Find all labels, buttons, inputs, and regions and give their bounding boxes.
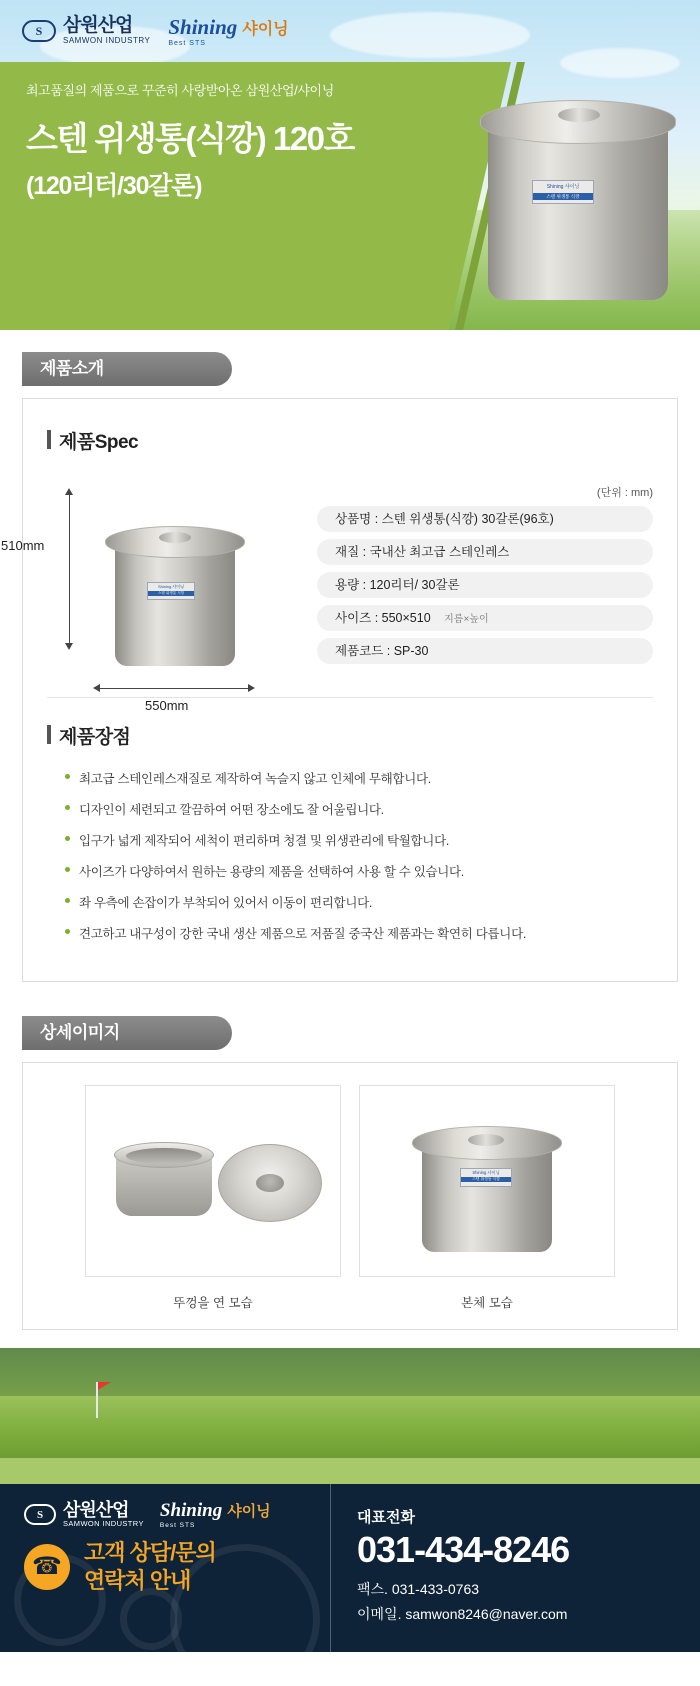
footer-contact-text	[84, 1539, 216, 1594]
shining-logo-ko: 샤이닝	[242, 21, 289, 38]
spec-wrapper	[1, 476, 653, 713]
shining-logo-en: Shining	[168, 15, 238, 39]
samwon-logo-icon: S	[24, 1504, 56, 1525]
footer-shining-sub: Best STS	[159, 1522, 196, 1529]
list-item: 최고급 스테인레스재질로 제작하여 녹슬지 않고 인체에 무해합니다.	[65, 769, 653, 787]
height-dimension-label: 510mm	[1, 538, 45, 553]
spec-bucket-knob	[159, 532, 191, 543]
spec-row	[317, 638, 653, 664]
detail-cell-body	[359, 1085, 615, 1311]
green-strip-divider	[0, 1458, 700, 1484]
footer-samwon-logo	[24, 1501, 144, 1528]
spec-label-line2: 스텐 위생통 식깡	[148, 591, 194, 596]
width-dimension-line	[99, 688, 249, 689]
hero-product-image	[480, 84, 676, 308]
detached-lid-knob	[256, 1174, 284, 1192]
detail-caption: 뚜껑을 연 모습	[173, 1296, 253, 1310]
spec-table	[317, 476, 653, 671]
detail-image-body	[359, 1085, 615, 1277]
footer-contact-line1: 고객 상담/문의	[84, 1540, 216, 1565]
open-bucket-interior	[126, 1148, 202, 1164]
golf-flag-icon	[96, 1382, 98, 1418]
bucket-label-line2: 스텐 위생통 식깡	[533, 193, 593, 200]
footer-left-block	[0, 1484, 330, 1652]
footer-shining-logo	[160, 1500, 271, 1529]
footer-contact-row	[24, 1539, 330, 1594]
closed-label-line1: Shining 샤이닝	[472, 1170, 500, 1175]
samwon-logo	[22, 16, 150, 46]
footer-tel-label: 대표전화	[357, 1509, 415, 1526]
spec-row-text: 상품명 : 스텐 위생통(식깡) 30갈론(96호)	[335, 512, 554, 526]
hero-title: 스텐 위생통(식깡) 120호	[26, 120, 354, 157]
list-item: 좌 우측에 손잡이가 부착되어 있어서 이동이 편리합니다.	[65, 893, 653, 911]
spec-row-text: 사이즈 : 550×510	[335, 611, 431, 625]
detail-caption: 본체 모습	[461, 1296, 513, 1310]
closed-bucket-body	[422, 1144, 552, 1252]
spec-product-image	[105, 510, 245, 670]
detail-cell-open-lid	[85, 1085, 341, 1311]
bucket-lid	[480, 100, 676, 144]
footer-email[interactable]: 이메일. samwon8246@naver.com	[357, 1606, 568, 1622]
spec-row-text: 제품코드 : SP-30	[335, 644, 429, 658]
closed-label-line2: 스텐 위생통 식깡	[461, 1177, 511, 1182]
closed-bucket-brand-label	[460, 1168, 512, 1187]
spec-row	[317, 506, 653, 532]
footer-section	[0, 1484, 700, 1652]
header-logo-bar	[0, 0, 700, 62]
spec-diagram	[1, 476, 317, 713]
spec-row-text: 재질 : 국내산 최고급 스테인레스	[335, 545, 510, 559]
width-dimension-label: 550mm	[145, 698, 189, 713]
hero-subtitle: 최고품질의 제품으로 꾸준히 사랑받아온 삼원산업/샤이닝	[26, 83, 334, 98]
scenery-decoration	[0, 1348, 700, 1458]
list-item: 입구가 넓게 제작되어 세척이 편리하며 청결 및 위생관리에 탁월합니다.	[65, 831, 653, 849]
hero-section	[0, 0, 700, 330]
section-heading-intro: 제품소개	[22, 352, 232, 386]
footer-tel-number[interactable]: 031-434-8246	[357, 1529, 570, 1570]
list-item: 디자인이 세련되고 깔끔하여 어떤 장소에도 잘 어울립니다.	[65, 800, 653, 818]
list-item: 견고하고 내구성이 강한 국내 생산 제품으로 저품질 중국산 제품과는 확연히 다릅니다.	[65, 924, 653, 942]
samwon-logo-ko: 삼원산업	[63, 14, 133, 36]
advantage-subheading: 제품장점	[47, 722, 653, 749]
spec-bucket-brand-label	[147, 582, 195, 600]
height-dimension-line	[69, 494, 70, 644]
samwon-logo-en: SAMWON INDUSTRY	[63, 35, 151, 45]
samwon-logo-icon: S	[22, 20, 56, 42]
footer-shining-en: Shining	[159, 1500, 223, 1521]
list-item: 사이즈가 다양하여서 원하는 용량의 제품을 선택하여 사용 할 수 있습니다.	[65, 862, 653, 880]
spec-row	[317, 572, 653, 598]
bucket-knob	[558, 108, 600, 122]
detail-images-panel	[22, 1062, 678, 1330]
bucket-brand-label	[532, 180, 594, 204]
spec-subheading: 제품Spec	[47, 427, 653, 454]
footer-right-block	[330, 1484, 700, 1652]
closed-bucket-knob	[468, 1134, 504, 1146]
spec-row-text: 용량 : 120리터/ 30갈론	[335, 578, 460, 592]
hero-title-secondary: (120리터/30갈론)	[26, 172, 202, 200]
spec-unit-note: (단위 : mm)	[596, 487, 653, 499]
footer-fax: 팩스. 031-433-0763	[357, 1581, 480, 1597]
footer-samwon-en: SAMWON INDUSTRY	[63, 1519, 144, 1528]
intro-panel	[1, 398, 678, 982]
spec-row-note: 지름×높이	[444, 614, 489, 625]
spec-row	[317, 605, 653, 631]
bucket-body	[488, 122, 668, 300]
footer-content	[0, 1484, 700, 1652]
shining-logo	[168, 15, 288, 47]
phone-icon: ☎	[24, 1544, 70, 1590]
spec-label-line1: Shining 샤이닝	[157, 584, 185, 589]
footer-contact-line2: 연락처 안내	[84, 1567, 191, 1593]
advantage-list	[47, 769, 653, 942]
bucket-label-line1: Shining 샤이닝	[546, 184, 580, 190]
spec-row	[317, 539, 653, 565]
shining-logo-sub: Best STS	[168, 40, 206, 47]
spec-bucket-body	[115, 544, 235, 666]
detail-image-open-lid	[85, 1085, 341, 1277]
footer-logo-bar	[24, 1500, 330, 1529]
footer-samwon-ko: 삼원산업	[63, 1500, 129, 1520]
detail-image-grid	[43, 1085, 657, 1311]
section-heading-detail: 상세이미지	[22, 1016, 232, 1050]
panel-divider	[47, 697, 653, 698]
footer-shining-ko: 샤이닝	[227, 1503, 271, 1520]
